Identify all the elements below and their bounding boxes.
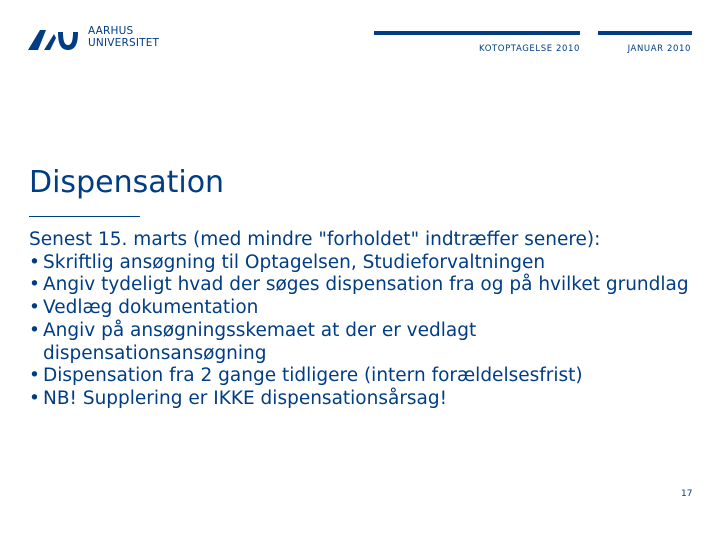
list-item-text: NB! Supplering er IKKE dispensationsårsag! bbox=[43, 387, 448, 409]
university-name-line1: AARHUS bbox=[88, 25, 134, 37]
list-item-text: Angiv på ansøgningsskemaet at der er vedlagt dispensationsansøgning bbox=[43, 319, 477, 364]
bullet-icon: • bbox=[29, 387, 40, 409]
list-item-text: Skriftlig ansøgning til Optagelsen, Studieforvaltningen bbox=[43, 251, 546, 273]
list-item-text: Angiv tydeligt hvad der søges dispensation fra og på hvilket grundlag bbox=[43, 274, 689, 296]
list-item bbox=[29, 297, 699, 320]
list-item-text: Vedlæg dokumentation bbox=[43, 297, 259, 319]
bullet-list bbox=[29, 252, 699, 411]
page-number: 17 bbox=[681, 489, 693, 499]
bullet-icon: • bbox=[29, 297, 40, 319]
header-label-right: JANUAR 2010 bbox=[627, 44, 691, 54]
slide-body bbox=[29, 229, 699, 411]
bullet-icon: • bbox=[29, 319, 40, 341]
header-bar-right bbox=[598, 31, 692, 35]
bullet-icon: • bbox=[29, 251, 40, 273]
slide-title: Dispensation bbox=[29, 165, 225, 200]
bullet-icon: • bbox=[29, 365, 40, 387]
header-bar-left bbox=[374, 31, 580, 35]
list-item bbox=[29, 252, 699, 275]
list-item bbox=[29, 365, 699, 388]
bullet-icon: • bbox=[29, 274, 40, 296]
list-item-text: Dispensation fra 2 gange tidligere (intern forældelsesfrist) bbox=[43, 365, 583, 387]
list-item bbox=[29, 388, 699, 411]
title-underline bbox=[29, 216, 140, 217]
au-logo-icon bbox=[28, 26, 80, 52]
list-item bbox=[29, 320, 699, 365]
header-label-left: KOTOPTAGELSE 2010 bbox=[479, 44, 580, 54]
list-item bbox=[29, 274, 699, 297]
university-name bbox=[88, 25, 159, 49]
lead-text: Senest 15. marts (med mindre "forholdet" indtræffer senere): bbox=[29, 229, 601, 250]
university-name-line2: UNIVERSITET bbox=[88, 37, 160, 49]
